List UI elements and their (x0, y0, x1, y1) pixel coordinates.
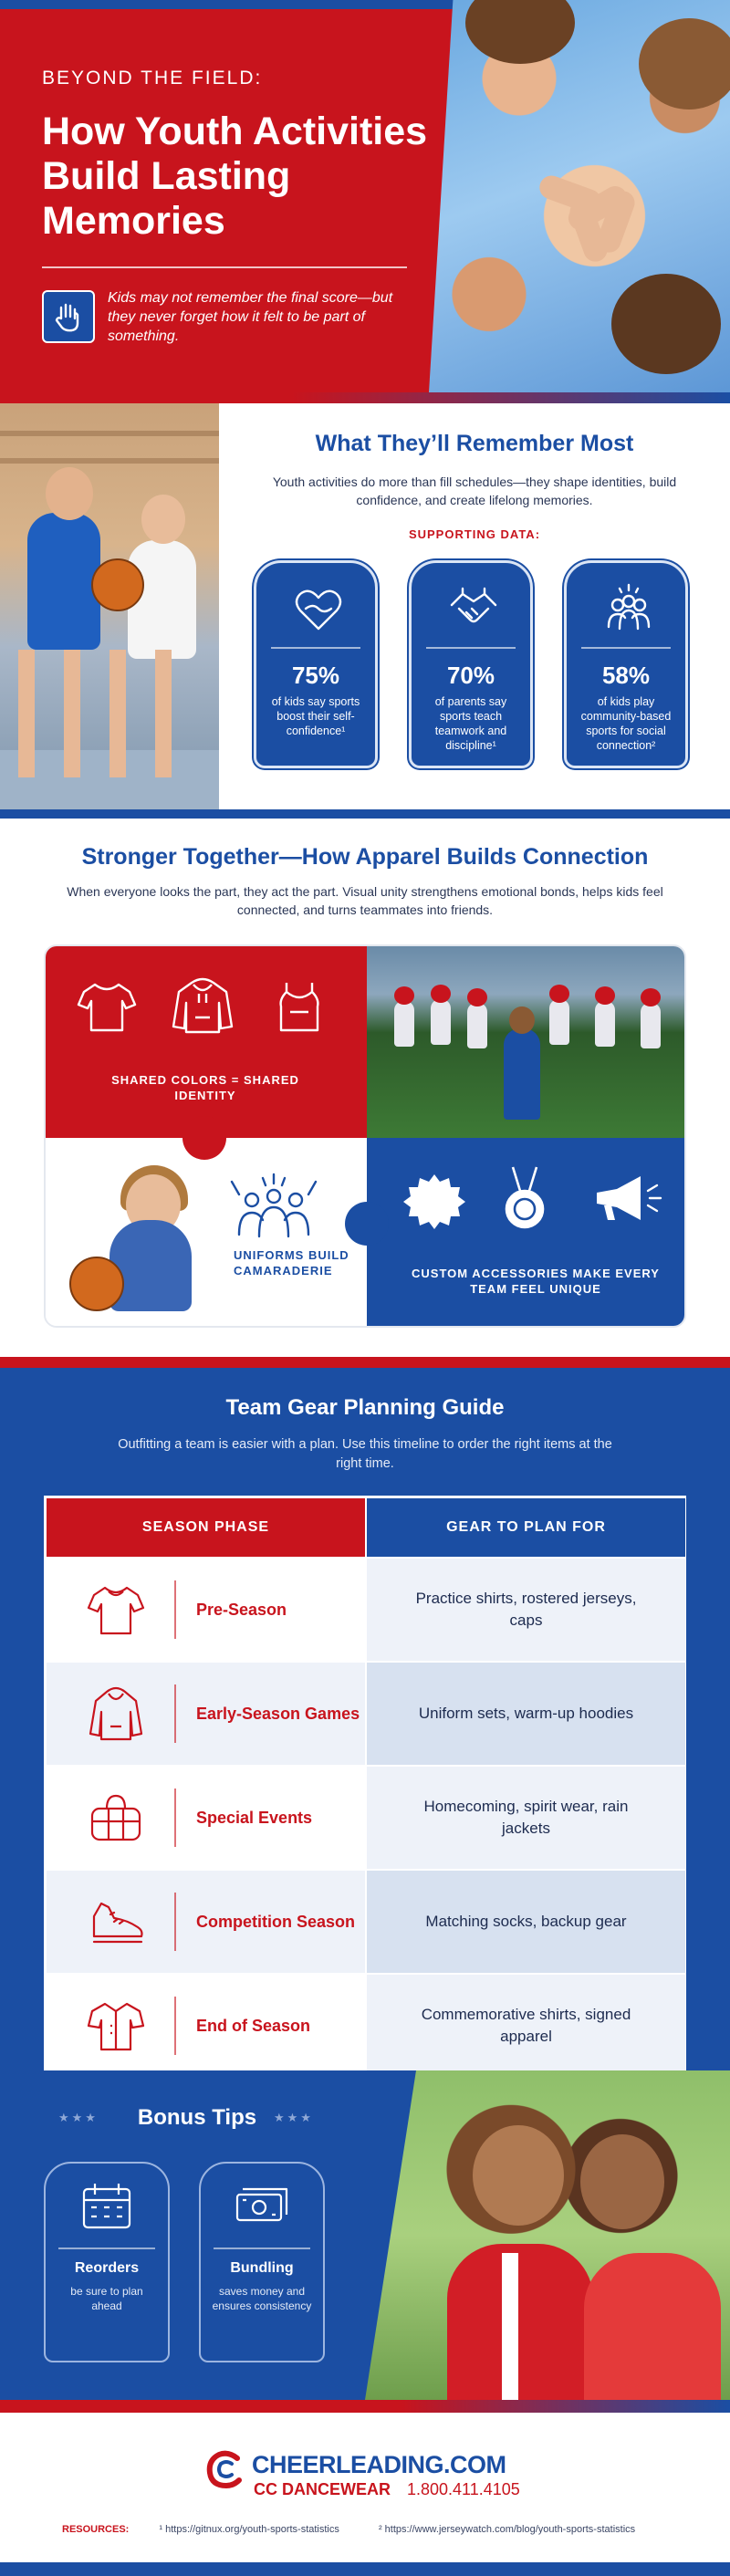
table-row (47, 1767, 685, 1871)
puzzle-knob (345, 1202, 389, 1246)
tshirt-icon (87, 1582, 145, 1637)
hoodie-icon (87, 1686, 145, 1741)
gear-guide-title: Team Gear Planning Guide (225, 1395, 505, 1420)
bonus-tips-section (0, 2070, 730, 2400)
heart-icon (291, 581, 346, 636)
team-cheer-icon (228, 1171, 319, 1238)
calendar-icon (78, 2182, 135, 2231)
stat-value: 58% (601, 662, 651, 689)
brand-phone: 1.800.411.4105 (407, 2480, 520, 2498)
medal-icon (502, 1163, 548, 1236)
tshirt-icon (75, 979, 139, 1034)
handshake-icon (446, 581, 501, 636)
resource-link[interactable]: ² https://www.jerseywatch.com/blog/youth-sports-statistics (378, 2524, 636, 2535)
remember-title: What They’ll Remember Most (315, 431, 634, 456)
hand-icon (42, 290, 95, 343)
hero-quote: Kids may not remember the final score—but they never forget how it felt to be part of something. (108, 290, 393, 344)
basketball-kids-photo (0, 403, 219, 809)
apparel-puzzle-graphic (44, 944, 686, 1328)
table-row (47, 1975, 685, 2079)
section-divider-stripe (0, 1357, 730, 1368)
stat-caption: of kids say sports boost their self-confidence¹ (271, 695, 360, 737)
tip-name: Reorders (74, 2260, 140, 2276)
resources-line (62, 2524, 701, 2535)
phase-label: Competition Season (196, 1913, 356, 1931)
duffel-bag-icon (87, 1790, 145, 1845)
uniforms-label: UNIFORMS BUILD CAMARADERIE (234, 1248, 349, 1278)
stars-decoration-left: ★★★ (58, 2111, 99, 2124)
cheerleading-logo-icon (204, 2449, 245, 2489)
megaphone-icon (589, 1171, 662, 1225)
section-divider-stripe (0, 2400, 730, 2413)
hero-divider (42, 266, 407, 268)
phase-label: Early-Season Games (196, 1705, 360, 1723)
stat-card-confidence (254, 560, 378, 768)
shared-colors-label: SHARED COLORS = SHARED IDENTITY (111, 1073, 299, 1102)
tip-name: Bundling (230, 2260, 294, 2276)
column-header-gear: GEAR TO PLAN FOR (367, 1498, 685, 1557)
gear-cell: Commemorative shirts, signed apparel (367, 1975, 685, 2077)
tip-card-reorders (44, 2162, 170, 2362)
table-row (47, 1871, 685, 1975)
stat-value: 70% (446, 662, 495, 689)
phase-label: Pre-Season (196, 1601, 287, 1619)
gear-cell: Practice shirts, rostered jerseys, caps (367, 1559, 685, 1661)
pom-pom-icon (400, 1171, 469, 1231)
money-icon (234, 2182, 290, 2231)
hero-kicker: BEYOND THE FIELD: (42, 68, 263, 89)
hero-bottom-stripe (0, 392, 730, 403)
remember-text: Youth activities do more than fill schedules—they shape identities, build confidence, and create lifelong memories. (272, 475, 677, 507)
phase-label: Special Events (196, 1809, 313, 1827)
smiling-girls-photo (365, 2070, 730, 2400)
sneaker-icon (87, 1894, 145, 1949)
resource-link[interactable]: ¹ https://gitnux.org/youth-sports-statistics (159, 2524, 339, 2535)
tank-top-icon (272, 979, 327, 1034)
brand-sub: CC DANCEWEAR (254, 2480, 391, 2498)
football-team-photo (367, 946, 686, 1138)
gear-cell: Matching socks, backup gear (367, 1871, 685, 1973)
brand-name: CHEERLEADING.COM (252, 2451, 506, 2478)
accessories-label: CUSTOM ACCESSORIES MAKE EVERY TEAM FEEL UNIQUE (412, 1267, 660, 1296)
stat-card-social (564, 560, 688, 768)
stat-caption: of kids play community-based sports for social connection² (580, 695, 672, 752)
gear-guide-text: Outfitting a team is easier with a plan. Use this timeline to order the right items at the right time. (118, 1437, 612, 1471)
hero-photo-team-huddle (429, 0, 730, 392)
hero-section (0, 0, 730, 392)
stars-decoration-right: ★★★ (274, 2111, 314, 2124)
column-header-phase: SEASON PHASE (47, 1498, 365, 1557)
tip-desc: be sure to plan ahead (70, 2285, 143, 2312)
gear-guide-section (0, 1368, 730, 2070)
stat-caption: of parents say sports teach teamwork and discipline¹ (434, 695, 507, 752)
hoodie-icon (168, 975, 237, 1036)
together-title: Stronger Together—How Apparel Builds Connection (81, 844, 649, 870)
section-divider-stripe (0, 809, 730, 819)
table-row (47, 1559, 685, 1663)
supporting-data-label: SUPPORTING DATA: (408, 527, 541, 541)
gear-planning-table (44, 1496, 686, 2081)
gear-cell: Homecoming, spirit wear, rain jackets (367, 1767, 685, 1869)
hero-title: How Youth Activities Build Lasting Memories (42, 110, 428, 243)
puzzle-knob (182, 1116, 226, 1160)
stat-card-teamwork (409, 560, 533, 768)
team-icon (601, 581, 656, 636)
gear-cell: Uniform sets, warm-up hoodies (367, 1663, 685, 1765)
together-text: When everyone looks the part, they act the part. Visual unity strengthens emotional bonds, helps kids feel connected, and turns teammates into friends. (67, 884, 663, 917)
tip-card-bundling (199, 2162, 325, 2362)
bonus-tips-title: Bonus Tips (137, 2105, 257, 2130)
together-section (0, 819, 730, 1357)
phase-label: End of Season (196, 2017, 311, 2035)
footer (0, 2413, 730, 2576)
footer-stripe (0, 2562, 730, 2576)
jersey-icon (87, 1998, 145, 2053)
stat-value: 75% (291, 662, 340, 689)
table-row (47, 1663, 685, 1767)
resources-label: RESOURCES: (62, 2524, 130, 2535)
remember-section (0, 403, 730, 809)
tip-desc: saves money and ensures consistency (212, 2285, 312, 2312)
